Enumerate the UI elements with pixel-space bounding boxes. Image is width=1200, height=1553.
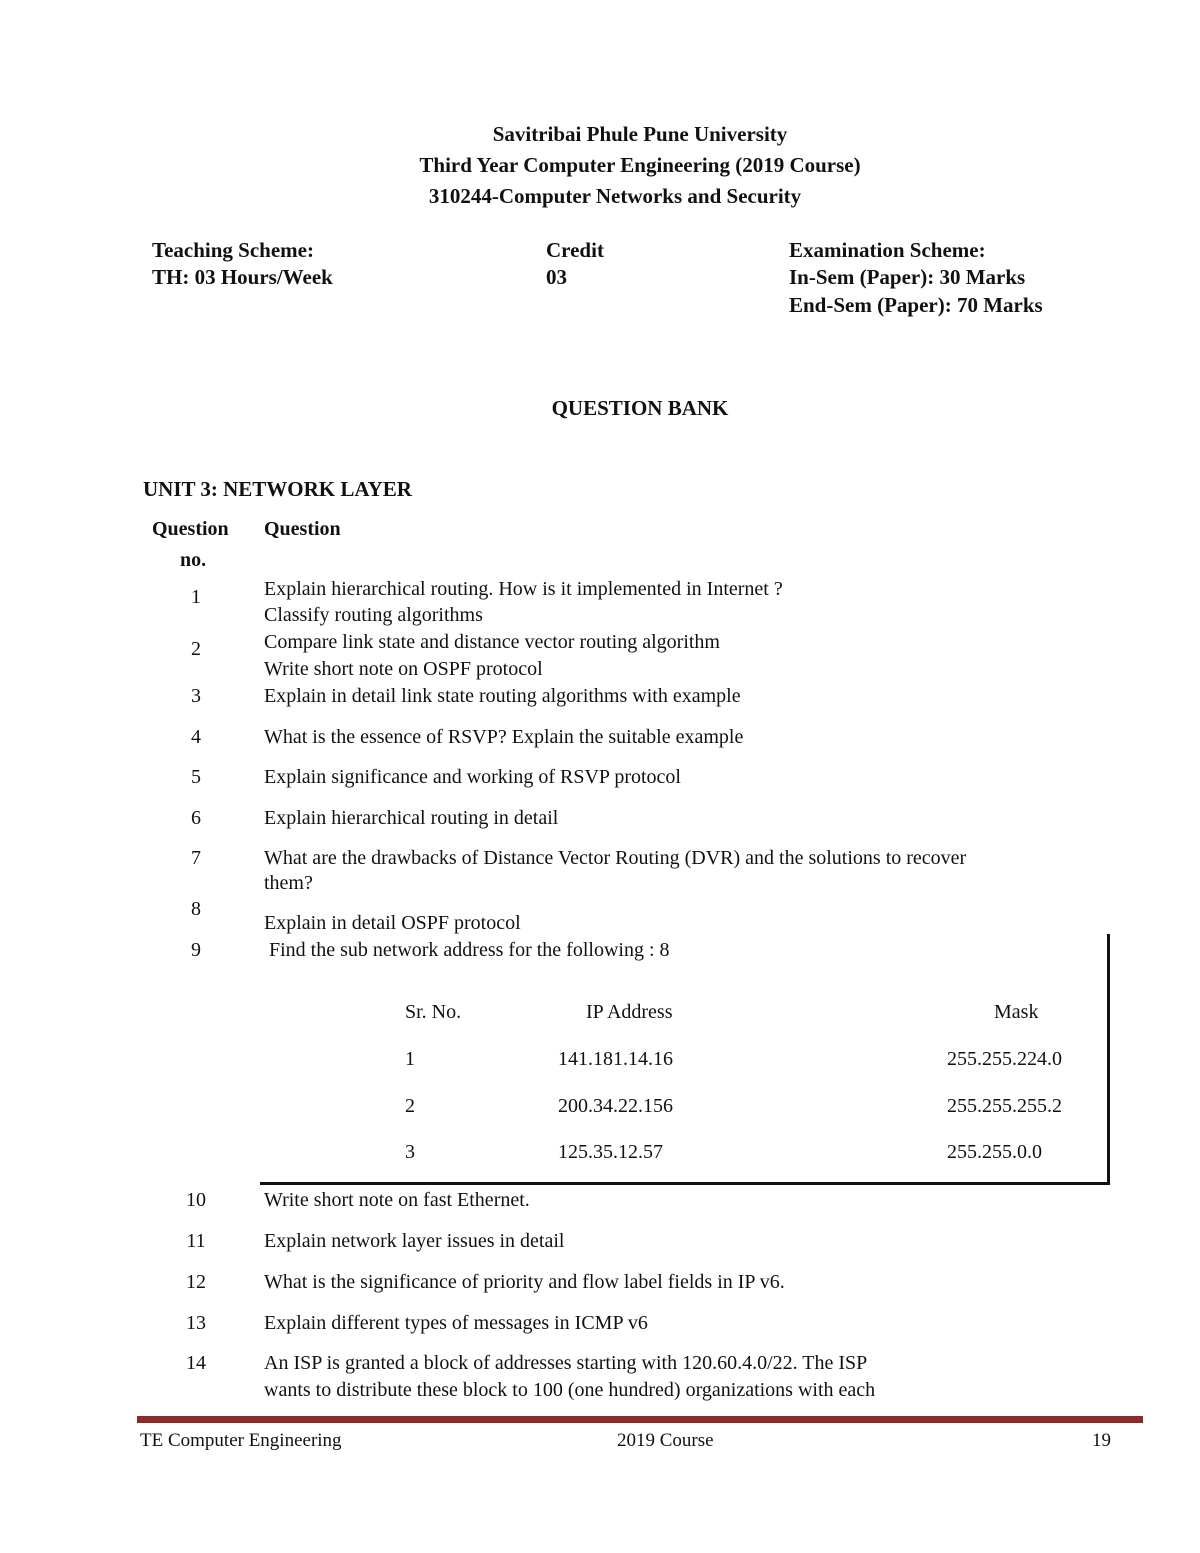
- table-header-ip: IP Address: [586, 1001, 673, 1023]
- table-border-bottom: [260, 1182, 1110, 1185]
- subject-title: 310244-Computer Networks and Security: [428, 184, 802, 208]
- question-number: 10: [186, 1189, 206, 1211]
- question-text: What is the essence of RSVP? Explain the suitable example: [264, 726, 744, 748]
- table-header-srno: Sr. No.: [405, 1001, 462, 1023]
- question-text: Write short note on OSPF protocol: [264, 658, 543, 680]
- question-text: Explain different types of messages in ICMP v6: [264, 1312, 648, 1334]
- teaching-scheme-label: Teaching Scheme:: [152, 238, 314, 262]
- question-number: 7: [191, 847, 201, 869]
- endsem-marks: End-Sem (Paper): 70 Marks: [789, 293, 1043, 317]
- column-header-qno: Question: [152, 518, 229, 540]
- question-text: Classify routing algorithms: [264, 604, 483, 626]
- table-cell: 255.255.0.0: [947, 1141, 1042, 1163]
- question-text: What are the drawbacks of Distance Vector Routing (DVR) and the solutions to recover: [264, 847, 967, 869]
- question-bank-title: QUESTION BANK: [551, 396, 729, 420]
- question-text: Write short note on fast Ethernet.: [264, 1189, 530, 1211]
- credit-label: Credit: [546, 238, 604, 262]
- question-number: 2: [191, 638, 201, 660]
- footer-divider: [137, 1416, 1143, 1423]
- column-header-question: Question: [264, 518, 341, 540]
- question-text: Find the sub network address for the following : 8: [264, 939, 670, 961]
- question-number: 4: [191, 726, 201, 748]
- credit-value: 03: [546, 265, 567, 289]
- question-number: 3: [191, 685, 201, 707]
- table-cell: 141.181.14.16: [558, 1048, 673, 1070]
- question-text: Explain network layer issues in detail: [264, 1230, 565, 1252]
- question-number: 9: [191, 939, 201, 961]
- question-text: Explain significance and working of RSVP protocol: [264, 766, 681, 788]
- footer-left: TE Computer Engineering: [140, 1430, 342, 1451]
- question-text: Explain in detail link state routing algorithms with example: [264, 685, 741, 707]
- table-cell: 200.34.22.156: [558, 1095, 673, 1117]
- question-number: 6: [191, 807, 201, 829]
- question-text: Explain in detail OSPF protocol: [264, 912, 521, 934]
- table-cell: 255.255.255.2: [947, 1095, 1062, 1117]
- question-number: 8: [191, 898, 201, 920]
- table-cell: 2: [405, 1095, 415, 1117]
- question-text: them?: [264, 872, 313, 894]
- teaching-scheme-value: TH: 03 Hours/Week: [152, 265, 333, 289]
- question-text: What is the significance of priority and flow label fields in IP v6.: [264, 1271, 785, 1293]
- insem-marks: In-Sem (Paper): 30 Marks: [789, 265, 1026, 289]
- question-number: 14: [186, 1352, 206, 1374]
- university-title: Savitribai Phule Pune University: [492, 122, 788, 146]
- question-number: 12: [186, 1271, 206, 1293]
- question-text: Compare link state and distance vector routing algorithm: [264, 631, 720, 653]
- course-title: Third Year Computer Engineering (2019 Course): [419, 153, 861, 177]
- footer-center: 2019 Course: [617, 1430, 714, 1451]
- table-cell: 3: [405, 1141, 415, 1163]
- table-border-right: [1107, 934, 1110, 1184]
- table-cell: 255.255.224.0: [947, 1048, 1062, 1070]
- question-text: Explain hierarchical routing in detail: [264, 807, 559, 829]
- table-cell: 125.35.12.57: [558, 1141, 663, 1163]
- question-text: Explain hierarchical routing. How is it implemented in Internet ?: [264, 578, 783, 600]
- question-number: 5: [191, 766, 201, 788]
- table-header-mask: Mask: [994, 1001, 1039, 1023]
- question-number: 1: [191, 586, 201, 608]
- question-number: 11: [186, 1230, 206, 1252]
- question-text: wants to distribute these block to 100 (one hundred) organizations with each: [264, 1379, 876, 1401]
- question-text: An ISP is granted a block of addresses starting with 120.60.4.0/22. The ISP: [264, 1352, 868, 1374]
- table-cell: 1: [405, 1048, 415, 1070]
- question-number: 13: [186, 1312, 206, 1334]
- column-header-qno-line2: no.: [180, 549, 207, 571]
- page-number: 19: [1092, 1430, 1111, 1451]
- exam-scheme-label: Examination Scheme:: [789, 238, 986, 262]
- unit-title: UNIT 3: NETWORK LAYER: [143, 477, 412, 501]
